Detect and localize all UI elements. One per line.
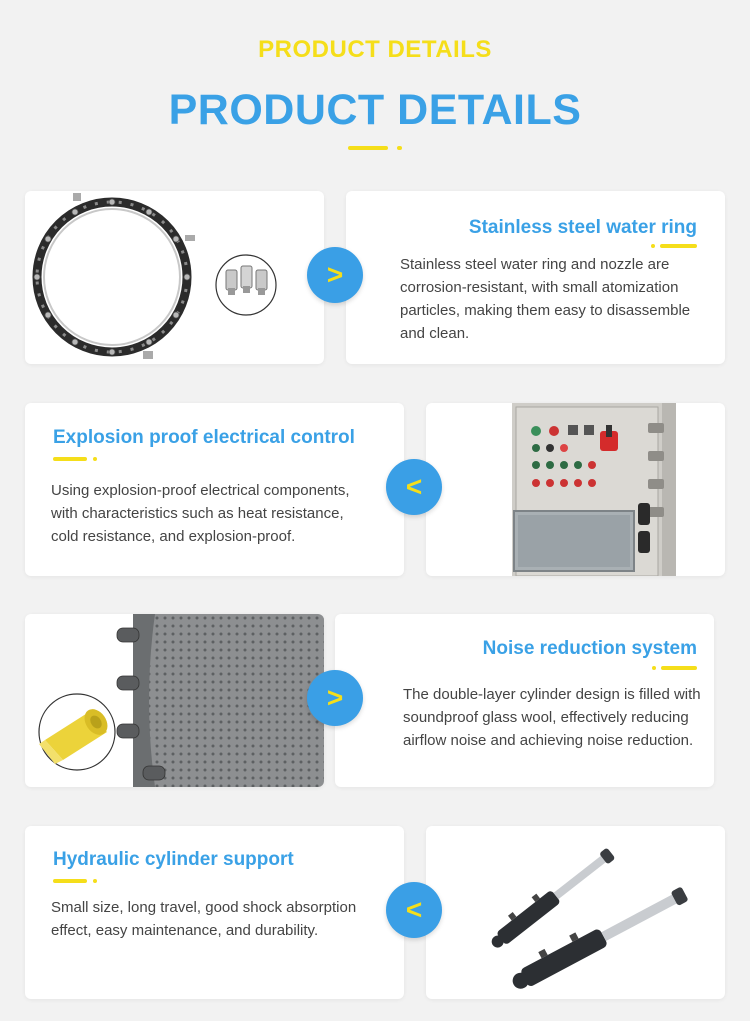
section-description: Using explosion-proof electrical components, with characteristics such as heat resistance, cold resistance, and explosion-proof. [51,482,350,545]
title-underline-dot [651,244,655,248]
title-underline-dot [93,457,97,461]
title-underline [53,457,87,461]
hydraulic-cylinders-image [426,826,725,999]
section-description: The double-layer cylinder design is filled with soundproof glass wool, effectively reducing airflow noise and achieving noise reduction. [403,686,701,749]
arrow-right-icon[interactable]: > [307,670,363,726]
section-title: Hydraulic cylinder support [53,849,294,870]
section-title: Noise reduction system [482,638,697,659]
water-ring-text-card [346,191,725,364]
title-underline [348,146,388,150]
title-underline [661,666,697,670]
noise-reduction-image-card [25,614,324,787]
water-ring-image [25,191,324,364]
electrical-control-text-card [25,403,404,576]
section-description: Stainless steel water ring and nozzle are corrosion-resistant, with small atomization particles, making them easy to disassemble and clean. [400,256,691,342]
page-title: PRODUCT DETAILS [168,86,582,134]
title-underline-dot [652,666,656,670]
hydraulic-support-image-card [426,826,725,999]
section-title: Explosion proof electrical control [53,427,355,448]
arrow-left-icon[interactable]: < [386,882,442,938]
arrow-left-icon[interactable]: < [386,459,442,515]
section-title: Stainless steel water ring [468,217,697,238]
title-underline-dot [397,146,402,150]
section-description: Small size, long travel, good shock absorption effect, easy maintenance, and durability. [51,899,357,939]
title-underline-dot [93,879,97,883]
title-underline [53,879,87,883]
title-underline [660,244,697,248]
control-box-image [426,403,725,576]
noise-reduction-text-card [335,614,714,787]
noise-reduction-image [25,614,324,787]
arrow-right-icon[interactable]: > [307,247,363,303]
page-subtitle: PRODUCT DETAILS [258,36,492,63]
electrical-control-image-card [426,403,725,576]
water-ring-image-card [25,191,324,364]
hydraulic-support-text-card [25,826,404,999]
